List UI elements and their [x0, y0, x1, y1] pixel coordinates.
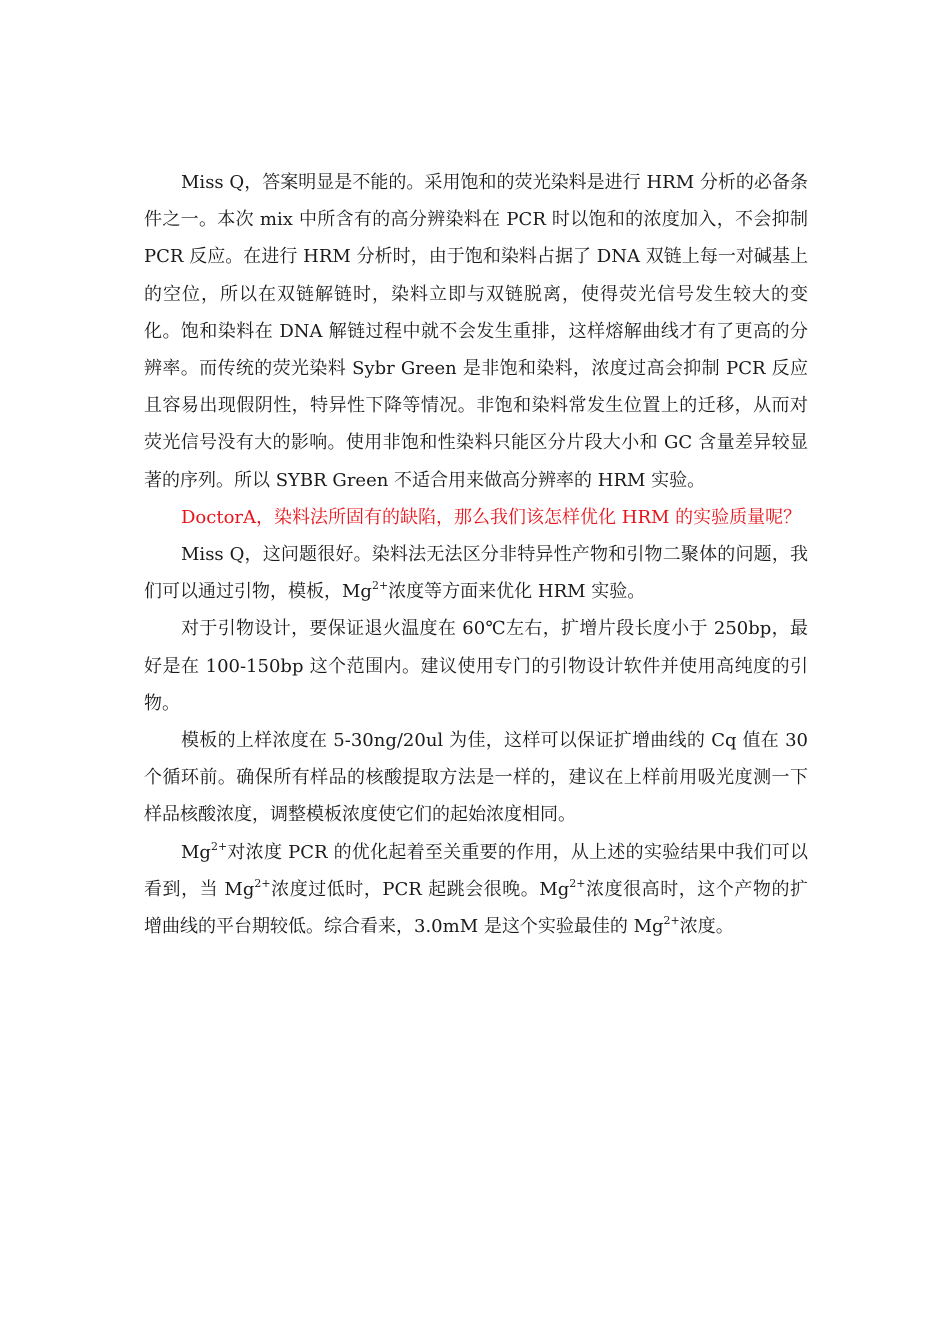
magnesium-text-e: 浓度。 — [679, 916, 734, 938]
answer-paragraph-intro — [144, 536, 808, 610]
answer-intro-text-a: Miss Q，这问题很好。染料法无法区分非特异性产物和引物二聚体的问题，我们可以通过引物，模板，Mg — [144, 544, 808, 603]
magnesium-text-a: Mg — [181, 841, 211, 863]
template-paragraph — [144, 722, 808, 834]
template-text: 模板的上样浓度在 5-30ng/20ul 为佳，这样可以保证扩增曲线的 Cq 值在 30 个循环前。确保所有样品的核酸提取方法是一样的，建议在上样前用吸光度测一下样品核酸浓度，调整模板浓度使它们的起始浓度相同。 — [144, 730, 808, 826]
mg-superscript: 2+ — [371, 579, 389, 593]
answer-paragraph-dyes — [144, 164, 808, 499]
mg-superscript: 2+ — [569, 876, 586, 890]
answer-text-dyes: Miss Q，答案明显是不能的。采用饱和的荧光染料是进行 HRM 分析的必备条件之一。本次 mix 中所含有的高分辨染料在 PCR 时以饱和的浓度加入，不会抑制 PCR 反应。在进行 HRM 分析时，由于饱和染料占据了 DNA 双链上每一对碱基上的空位，所以在双链解链时，染料立即与双链脱离，使得荧光信号发生较大的变化。饱和染料在 DNA 解链过程中就不会发生重排，这样熔解曲线才有了更高的分辨率。而传统的荧光染料 Sybr Green 是非饱和染料，浓度过高会抑制 PCR 反应且容易出现假阴性，特异性下降等情况。非饱和染料常发生位置上的迁移，从而对荧光信号没有大的影响。使用非饱和性染料只能区分片段大小和 GC 含量差异较显著的序列。所以 SYBR Green 不适合用来做高分辨率的 HRM 实验。 — [144, 172, 808, 491]
mg-superscript: 2+ — [254, 876, 271, 890]
mg-superscript: 2+ — [663, 914, 680, 928]
primer-text: 对于引物设计，要保证退火温度在 60℃左右，扩增片段长度小于 250bp，最好是在 100-150bp 这个范围内。建议使用专门的引物设计软件并使用高纯度的引物。 — [144, 618, 808, 714]
question-text-optimize: DoctorA，染料法所固有的缺陷，那么我们该怎样优化 HRM 的实验质量呢？ — [181, 506, 802, 528]
document-body — [144, 164, 808, 945]
magnesium-text-d: 浓度很高时，这个产物的扩增曲线的平台期较低。综合看来，3.0mM 是这个实验最佳的 Mg — [144, 878, 808, 938]
magnesium-text-c: 浓度过低时，PCR 起跳会很晚。Mg — [270, 878, 570, 900]
primer-paragraph — [144, 610, 808, 722]
mg-superscript: 2+ — [210, 839, 228, 853]
magnesium-text-b: 对浓度 PCR 的优化起着至关重要的作用，从上述的实验结果中我们可以看到，当 Mg — [144, 841, 808, 900]
answer-intro-text-b: 浓度等方面来优化 HRM 实验。 — [388, 581, 646, 603]
magnesium-paragraph — [144, 834, 808, 946]
question-paragraph-optimize — [144, 499, 808, 536]
